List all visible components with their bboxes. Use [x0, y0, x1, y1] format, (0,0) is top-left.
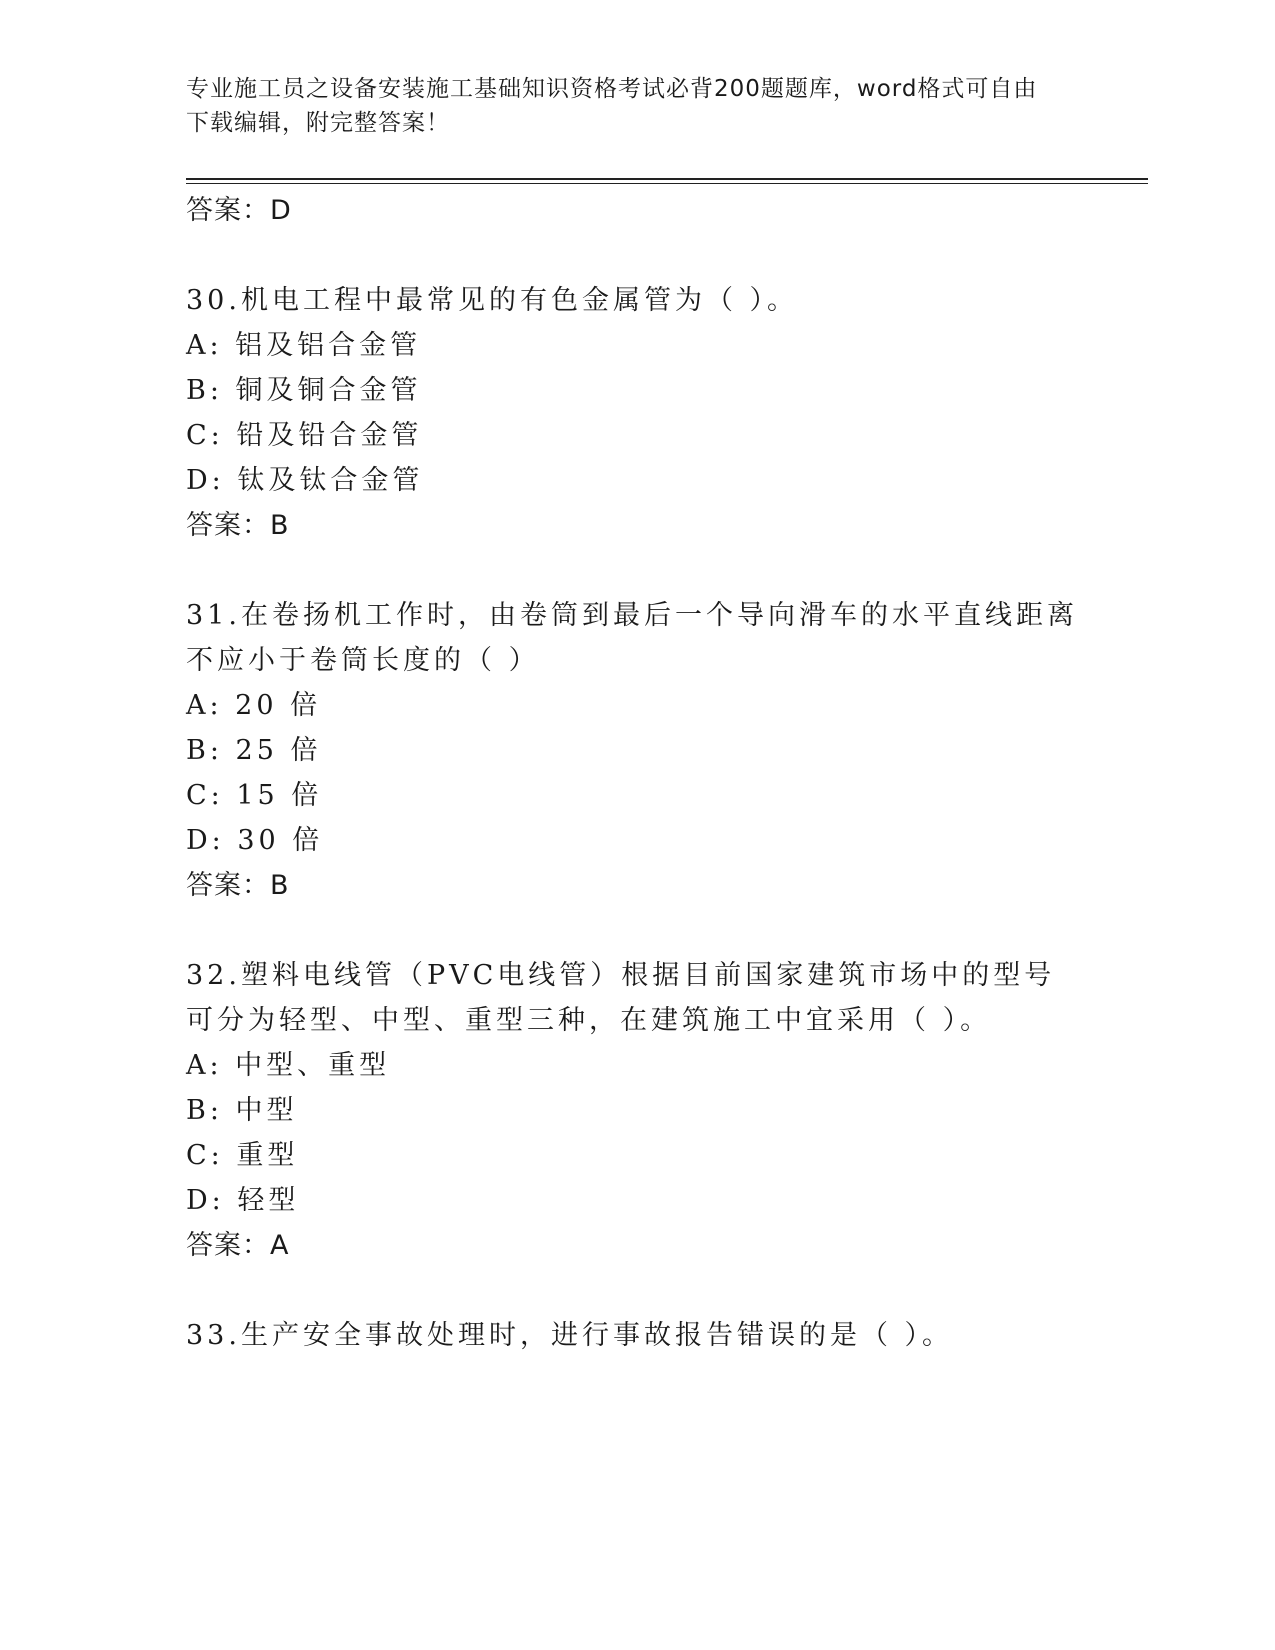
spacer	[186, 233, 1086, 278]
question-text: 32.塑料电线管（PVC电线管）根据目前国家建筑市场中的型号可分为轻型、中型、重型三种，在建筑施工中宜采用（ ）。	[186, 960, 1056, 1036]
option-d: D: 30 倍	[186, 825, 324, 856]
option-c: C: 15 倍	[186, 780, 323, 811]
question-30	[186, 278, 1086, 548]
spacer	[186, 1268, 1086, 1313]
spacer	[186, 548, 1086, 593]
header-line-2: 下载编辑，附完整答案！	[186, 110, 450, 136]
spacer	[186, 908, 1086, 953]
answer-line: 答案：B	[186, 870, 290, 901]
option-a: A: 20 倍	[186, 690, 322, 721]
document-header	[186, 72, 1066, 140]
question-31	[186, 593, 1086, 908]
answer-line: 答案：B	[186, 510, 290, 541]
header-divider-thin	[186, 183, 1148, 184]
header-line-1: 专业施工员之设备安装施工基础知识资格考试必背200题题库，word格式可自由	[186, 76, 1038, 102]
answer-line: 答案：A	[186, 1230, 290, 1261]
question-33	[186, 1313, 1086, 1358]
option-d: D: 轻型	[186, 1185, 300, 1216]
option-a: A: 中型、重型	[186, 1050, 391, 1081]
question-list	[186, 188, 1086, 1358]
option-b: B: 铜及铜合金管	[186, 375, 422, 406]
option-a: A: 铝及铝合金管	[186, 330, 422, 361]
option-c: C: 铅及铅合金管	[186, 420, 423, 451]
option-c: C: 重型	[186, 1140, 299, 1171]
option-d: D: 钛及钛合金管	[186, 465, 424, 496]
previous-answer: 答案：D	[186, 195, 292, 226]
question-text: 31.在卷扬机工作时，由卷筒到最后一个导向滑车的水平直线距离不应小于卷筒长度的（ ）	[186, 600, 1078, 676]
option-b: B: 25 倍	[186, 735, 322, 766]
question-text: 33.生产安全事故处理时，进行事故报告错误的是（ ）。	[186, 1320, 954, 1351]
option-b: B: 中型	[186, 1095, 298, 1126]
question-text: 30.机电工程中最常见的有色金属管为（ ）。	[186, 285, 799, 316]
question-32	[186, 953, 1086, 1268]
header-divider-thick	[186, 178, 1148, 180]
